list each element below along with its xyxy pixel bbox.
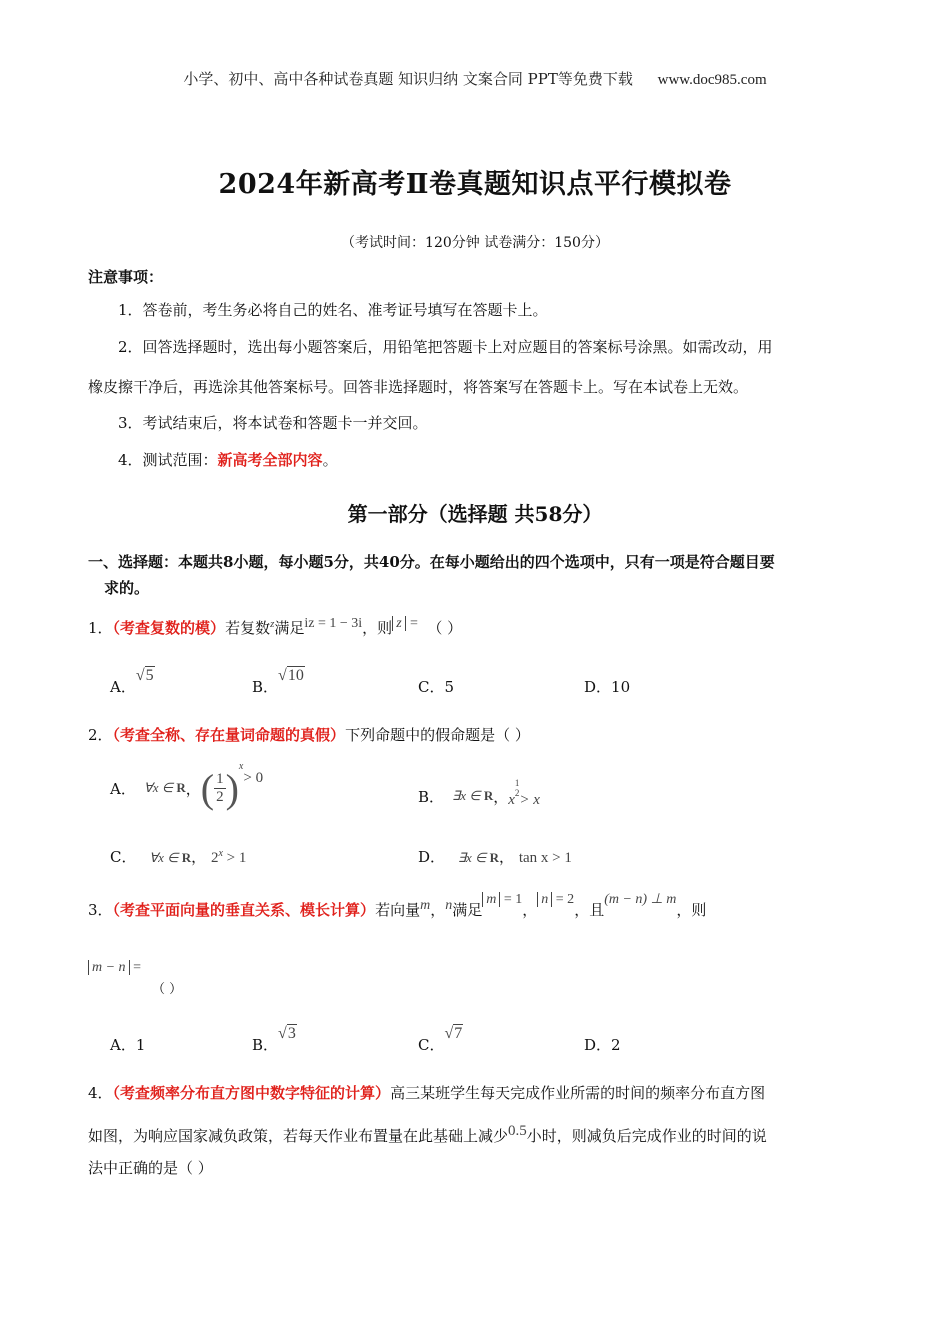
- q1-text-a: 若复数: [225, 619, 271, 637]
- q4-line-2b: 小时，则减负后完成作业的时间的说: [526, 1127, 767, 1145]
- q1-option-b-sqrt: √10: [278, 667, 304, 684]
- q1-option-d[interactable]: D．10: [584, 678, 631, 696]
- question-3: [88, 892, 707, 920]
- q3-option-c[interactable]: [418, 1025, 463, 1055]
- q1-option-a-sqrt: √5: [135, 667, 154, 684]
- question-4: [88, 1083, 765, 1103]
- note-item-4: [118, 450, 338, 470]
- q1-abs-z: z: [392, 616, 405, 631]
- q2-option-c-exponent: x: [218, 848, 223, 859]
- q4-number: 4．: [88, 1084, 113, 1102]
- q2-text: 下列命题中的假命题是（ ）: [345, 726, 530, 744]
- q1-option-a[interactable]: [110, 667, 155, 697]
- q2-option-a-fraction: $\frac{1}{2}$: [216, 770, 224, 805]
- q2-option-d-quantifier: ∃x ∈ R: [457, 850, 500, 865]
- q4-line-3: 法中正确的是（ ）: [88, 1159, 213, 1177]
- q2-option-b-tail: > x: [519, 791, 540, 808]
- q3-option-b[interactable]: [252, 1025, 297, 1055]
- q3-abs-m: m = 1: [482, 892, 522, 907]
- q4-reduction-value: 0.5: [508, 1123, 527, 1139]
- q2-option-a-exponent: x: [238, 760, 244, 772]
- part1-intro-line-1: 一、选择题：本题共8小题，每小题5分，共40分。在每小题给出的四个选项中，只有一项是符合题目要: [88, 553, 775, 571]
- q2-option-a-comma: ，: [185, 779, 201, 798]
- note-item-3: 3．考试结束后，将本试卷和答题卡一并交回。: [118, 414, 428, 432]
- q2-option-a-label: A．: [110, 779, 136, 798]
- q3-option-c-label: C．: [418, 1036, 445, 1054]
- q3-option-a[interactable]: A．1: [110, 1036, 146, 1054]
- q2-option-b-base: x: [508, 791, 515, 808]
- q2-option-a[interactable]: A． ∀x ∈ R ， ( $\frac{1}{2}$ ) x > 0: [110, 760, 264, 811]
- q3-abs-m-minus-n: m − n =: [88, 960, 141, 975]
- q3-perp-condition: (m − n) ⊥ m: [604, 892, 677, 907]
- q2-option-c-tail: > 1: [222, 850, 247, 866]
- q2-option-c[interactable]: [110, 846, 246, 867]
- q3-line-2: [88, 960, 183, 1006]
- q1-text-c: ，则: [362, 619, 393, 637]
- exam-subtitle: （考试时间：120分钟 试卷满分：150分）: [341, 235, 609, 251]
- q2-option-b-comma: ，: [493, 787, 509, 806]
- q2-option-d-expr: tan x > 1: [518, 850, 572, 866]
- q1-answer-blank: （ ）: [427, 619, 463, 637]
- q3-topic-tag: （考查平面向量的垂直关系、模长计算）: [112, 901, 376, 919]
- q1-abs-tail: =: [405, 616, 419, 631]
- q3-sep-2: ，: [522, 901, 538, 919]
- q2-topic-tag: （考查全称、存在量词命题的真假）: [112, 726, 346, 744]
- q2-option-c-quantifier: ∀x ∈ R: [149, 850, 192, 865]
- q1-option-c[interactable]: C．5: [418, 678, 455, 696]
- q3-option-c-sqrt: √7: [444, 1025, 463, 1042]
- q2-option-a-tail: > 0: [243, 769, 264, 786]
- q4-line-1: 高三某班学生每天完成作业所需的时间的频率分布直方图: [390, 1084, 766, 1102]
- note-item-2-line-2: 橡皮擦干净后，再选涂其他答案标号。回答非选择题时，将答案写在答题卡上。写在本试卷上无效。: [88, 378, 749, 396]
- exam-title: 2024年新高考Ⅱ卷真题知识点平行模拟卷: [218, 169, 732, 200]
- q3-text-a: 若向量: [375, 901, 421, 919]
- q3-number: 3．: [88, 901, 113, 919]
- q2-option-d[interactable]: [418, 846, 572, 867]
- q1-text-b: 满足: [274, 619, 305, 637]
- section-title: 第一部分（选择题 共58分）: [347, 502, 603, 526]
- header-site-link[interactable]: www.doc985.com: [657, 72, 767, 88]
- q4-topic-tag: （考查频率分布直方图中数字特征的计算）: [112, 1084, 391, 1102]
- notes-heading: 注意事项：: [88, 268, 164, 286]
- q2-number: 2．: [88, 726, 113, 744]
- q1-equation: iz = 1 − 3i: [304, 616, 363, 631]
- q3-option-d[interactable]: D．2: [584, 1036, 621, 1054]
- q3-answer-blank: （ ）: [152, 982, 183, 997]
- q2-option-b[interactable]: [418, 776, 540, 816]
- q1-option-b[interactable]: [252, 667, 305, 697]
- q3-var-n: n: [445, 898, 453, 913]
- q4-line-2a: 如图，为响应国家减负政策，若每天作业布置量在此基础上减少: [88, 1127, 509, 1145]
- q2-option-c-label: C．: [110, 848, 137, 866]
- q2-option-a-quantifier: ∀x ∈ R: [143, 780, 186, 795]
- q2-option-b-label: B．: [418, 787, 445, 806]
- q2-option-b-exponent: 1 2: [514, 778, 520, 798]
- question-1: [88, 614, 462, 638]
- q2-option-d-label: D．: [418, 848, 446, 866]
- q3-sep-1: ，: [430, 901, 446, 919]
- header-banner: [0, 68, 950, 89]
- q3-text-d: ，则: [676, 901, 707, 919]
- note-item-4-suffix: 。: [322, 451, 338, 469]
- question-2: [88, 725, 530, 745]
- q3-text-b: 满足: [452, 901, 483, 919]
- q2-option-b-quantifier: ∃x ∈ R: [452, 788, 494, 803]
- q2-option-c-base: 2: [210, 850, 219, 866]
- q3-option-b-label: B．: [252, 1036, 279, 1054]
- note-item-4-prefix: 4．测试范围：: [118, 451, 218, 469]
- test-scope-highlight: 新高考全部内容: [217, 451, 323, 469]
- q1-option-b-label: B．: [252, 678, 279, 696]
- q2-option-d-comma: ，: [499, 848, 515, 866]
- q3-abs-n: n = 2: [537, 892, 574, 907]
- part1-intro-line-2: 求的。: [104, 579, 150, 597]
- header-banner-text: 小学、初中、高中各种试卷真题 知识归纳 文案合同 PPT等免费下载: [183, 70, 633, 88]
- q1-topic-tag: （考查复数的模）: [112, 619, 226, 637]
- q1-option-a-label: A．: [110, 678, 136, 696]
- q3-text-c: ，且: [574, 901, 605, 919]
- note-item-1: 1．答卷前，考生务必将自己的姓名、准考证号填写在答题卡上。: [118, 301, 548, 319]
- q4-line-2: [88, 1121, 767, 1146]
- q1-number: 1．: [88, 619, 113, 637]
- q3-option-b-sqrt: √3: [278, 1025, 296, 1042]
- q3-var-m: m: [420, 898, 431, 913]
- q1-var-z: z: [270, 618, 275, 630]
- q2-option-c-comma: ，: [191, 848, 207, 866]
- note-item-2-line-1: 2．回答选择题时，选出每小题答案后，用铅笔把答题卡上对应题目的答案标号涂黑。如需改动，用: [118, 338, 773, 356]
